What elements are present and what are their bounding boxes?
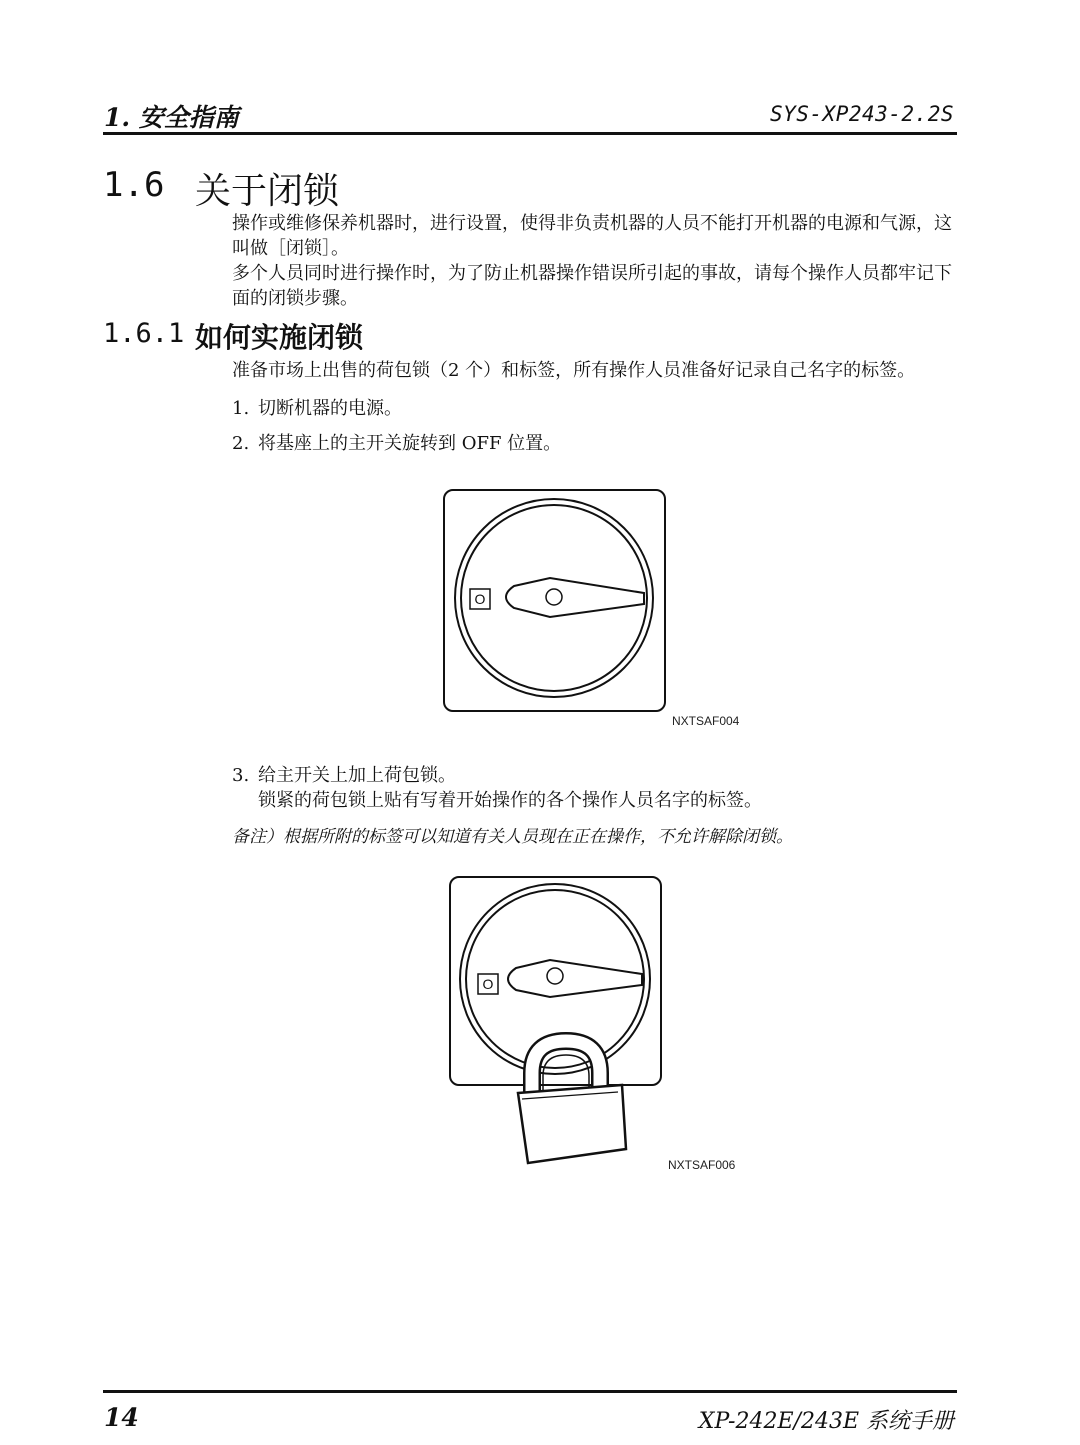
intro-line: 操作或维修保养机器时，进行设置，使得非负责机器的人员不能打开机器的电源和气源，这	[232, 213, 952, 234]
subsection-number: 1.6.1	[103, 318, 185, 349]
step-3-detail: 锁紧的荷包锁上贴有写着开始操作的各个操作人员名字的标签。	[258, 790, 762, 811]
intro-paragraph	[232, 211, 957, 311]
intro-line: 面的闭锁步骤。	[232, 288, 358, 309]
step-text: 将基座上的主开关旋转到 OFF 位置。	[258, 433, 562, 454]
footer-rule	[103, 1390, 957, 1393]
step-1	[232, 396, 402, 421]
doc-code: SYS-XP243-2.2S	[769, 102, 954, 126]
step-text: 切断机器的电源。	[258, 398, 402, 419]
main-switch-off-figure	[440, 486, 670, 718]
step-text: 给主开关上加上荷包锁。	[258, 765, 456, 786]
header-rule	[103, 132, 957, 135]
step-number: 1.	[232, 398, 250, 419]
figure-code: NXTSAF004	[672, 714, 740, 728]
padlocked-switch-figure	[446, 873, 670, 1173]
manual-title: XP-242E/243E 系统手册	[698, 1409, 954, 1434]
intro-line: 多个人员同时进行操作时，为了防止机器操作错误所引起的事故，请每个操作人员都牢记下	[232, 263, 952, 284]
section-number: 1.6	[103, 165, 165, 205]
step-3	[232, 763, 456, 788]
step-2	[232, 431, 561, 456]
step-number: 2.	[232, 433, 250, 454]
section-title: 关于闭锁	[195, 171, 340, 212]
off-position-label: O	[474, 591, 486, 607]
prep-text: 准备市场上出售的荷包锁（2 个）和标签，所有操作人员准备好记录自己名字的标签。	[232, 360, 916, 381]
figure-code: NXTSAF006	[668, 1158, 736, 1172]
chapter-header: 1. 安全指南	[104, 103, 239, 132]
switch-pivot	[546, 589, 562, 605]
subsection-title: 如何实施闭锁	[195, 321, 364, 354]
intro-line: 叫做［闭锁］。	[232, 238, 349, 259]
step-number: 3.	[232, 765, 250, 786]
page-number: 14	[104, 1403, 139, 1432]
padlock-icon	[518, 1085, 626, 1163]
off-position-label: O	[482, 976, 494, 992]
note-text: 备注）根据所附的标签可以知道有关人员现在正在操作，不允许解除闭锁。	[232, 827, 793, 847]
switch-pivot	[547, 968, 563, 984]
